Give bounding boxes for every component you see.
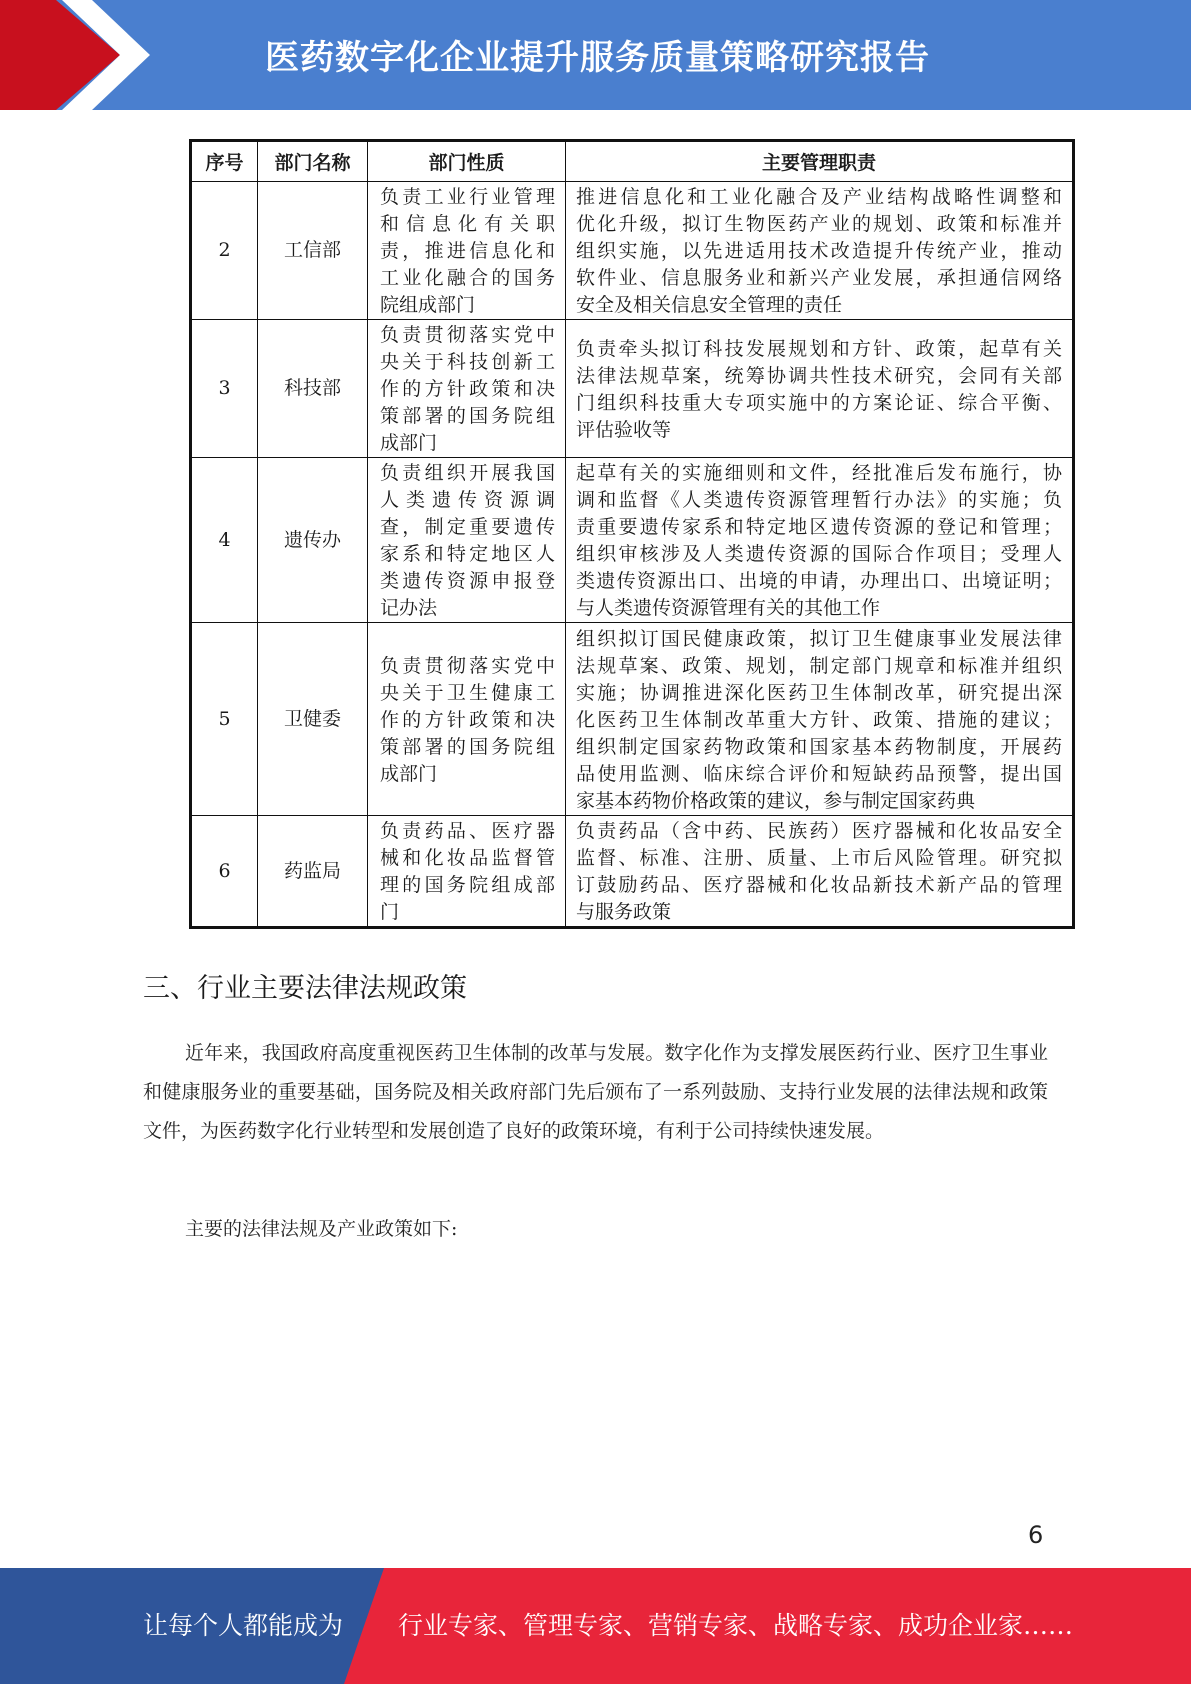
intro-paragraph: 近年来，我国政府高度重视医药卫生体制的改革与发展。数字化作为支撑发展医药行业、医疗卫生事业和健康服务业的重要基础，国务院及相关政府部门先后颁布了一系列鼓励、支持行业发展的法律法规和政策文件，为医药数字化行业转型和发展创造了良好的政策环境，有利于公司持续快速发展。 (143, 1042, 1048, 1142)
nature-line: 负责工业行业管理 (380, 186, 555, 208)
nature-line: 负责组织开展我国 (380, 462, 555, 484)
nature-line: 查，制定重要遗传 (380, 516, 555, 538)
header-banner (0, 0, 1191, 110)
duty-line: 组织审核涉及人类遗传资源的国际合作项目；受理人 (576, 543, 1062, 565)
duty-line: 调和监督《人类遗传资源管理暂行办法》的实施；负 (576, 489, 1062, 511)
footer-banner (0, 1568, 1191, 1684)
duty-line: 组织实施，以先进适用技术改造提升传统产业，推动 (576, 240, 1062, 262)
duty-line: 法规草案、政策、规划，制定部门规章和标准并组织 (576, 654, 1062, 677)
table-row (191, 320, 1074, 458)
nature-line: 院组成部门 (380, 294, 476, 316)
duty-line: 组织拟订国民健康政策，拟订卫生健康事业发展法律 (576, 627, 1062, 650)
duty-line: 订鼓励药品、医疗器械和化妆品新技术新产品的管理 (576, 874, 1062, 896)
department-table (189, 139, 1075, 929)
nature-line: 负责药品、医疗器 (380, 820, 555, 842)
duty-line: 推进信息化和工业化融合及产业结构战略性调整和 (576, 186, 1062, 208)
col-header-duty: 主要管理职责 (566, 141, 1074, 182)
duty-line: 门组织科技重大专项实施中的方案论证、综合平衡、 (576, 391, 1062, 414)
duty-line: 法律法规草案，统筹协调共性技术研究，会同有关部 (576, 364, 1062, 387)
duty-line: 家基本药物价格政策的建议，参与制定国家药典 (576, 789, 976, 812)
nature-line: 作的方针政策和决 (380, 708, 555, 731)
cell-duty (566, 816, 1074, 928)
page-number: 6 (1028, 1521, 1044, 1549)
policy-list-intro: 主要的法律法规及产业政策如下: (185, 1218, 458, 1240)
table-row (191, 458, 1074, 623)
col-header-nature: 部门性质 (368, 141, 566, 182)
nature-line: 理的国务院组成部 (380, 874, 555, 896)
cell-no: 6 (191, 816, 258, 928)
cell-dept: 遗传办 (258, 458, 368, 623)
cell-nature (368, 458, 566, 623)
cell-dept: 卫健委 (258, 623, 368, 816)
duty-line: 起草有关的实施细则和文件，经批准后发布施行，协 (576, 462, 1062, 484)
footer-slogan-left: 让每个人都能成为 (143, 1611, 344, 1640)
nature-line: 人类遗传资源调 (380, 489, 555, 511)
table-row (191, 623, 1074, 816)
cell-no: 5 (191, 623, 258, 816)
duty-line: 负责牵头拟订科技发展规划和方针、政策，起草有关 (576, 337, 1062, 360)
table-row (191, 816, 1074, 928)
duty-line: 类遗传资源出口、出境的申请，办理出口、出境证明； (576, 570, 1062, 592)
nature-line: 类遗传资源申报登 (380, 570, 555, 592)
duty-line: 评估验收等 (576, 418, 672, 441)
nature-line: 作的方针政策和决 (380, 378, 555, 400)
cell-nature (368, 623, 566, 816)
cell-nature (368, 816, 566, 928)
nature-line: 负责贯彻落实党中 (380, 654, 555, 677)
nature-line: 和信息化有关职 (380, 213, 555, 235)
duty-line: 化医药卫生体制改革重大方针、政策、措施的建议； (576, 708, 1062, 731)
nature-line: 记办法 (380, 597, 438, 619)
cell-dept: 工信部 (258, 182, 368, 320)
duty-line: 责重要遗传家系和特定地区遗传资源的登记和管理； (576, 516, 1062, 538)
nature-line: 策部署的国务院组 (380, 735, 555, 758)
cell-no: 4 (191, 458, 258, 623)
department-table-wrapper (189, 139, 1072, 929)
duty-line: 负责药品（含中药、民族药）医疗器械和化妆品安全 (576, 820, 1062, 842)
cell-duty (566, 320, 1074, 458)
cell-dept: 科技部 (258, 320, 368, 458)
nature-line: 工业化融合的国务 (380, 267, 555, 289)
table-header-row (191, 141, 1074, 182)
header-arrow-decoration (0, 0, 160, 110)
nature-line: 成部门 (380, 432, 438, 454)
duty-line: 监督、标准、注册、质量、上市后风险管理。研究拟 (576, 847, 1062, 869)
nature-line: 责，推进信息化和 (380, 240, 555, 262)
nature-line: 成部门 (380, 762, 438, 785)
nature-line: 央关于卫生健康工 (380, 681, 555, 704)
section-heading: 三、行业主要法律法规政策 (143, 973, 467, 1004)
footer-slogan-right: 行业专家、管理专家、营销专家、战略专家、成功企业家…… (398, 1611, 1074, 1640)
cell-no: 2 (191, 182, 258, 320)
duty-line: 与服务政策 (576, 901, 672, 923)
nature-line: 央关于科技创新工 (380, 351, 555, 373)
cell-nature (368, 182, 566, 320)
report-title: 医药数字化企业提升服务质量策略研究报告 (265, 38, 930, 78)
duty-line: 安全及相关信息安全管理的责任 (576, 294, 843, 316)
nature-line: 械和化妆品监督管 (380, 847, 555, 869)
nature-line: 门 (380, 901, 400, 923)
nature-line: 策部署的国务院组 (380, 405, 555, 427)
cell-no: 3 (191, 320, 258, 458)
col-header-dept: 部门名称 (258, 141, 368, 182)
cell-duty (566, 458, 1074, 623)
duty-line: 与人类遗传资源管理有关的其他工作 (576, 597, 881, 619)
duty-line: 组织制定国家药物政策和国家基本药物制度，开展药 (576, 735, 1062, 758)
nature-line: 家系和特定地区人 (380, 543, 555, 565)
col-header-no: 序号 (191, 141, 258, 182)
cell-nature (368, 320, 566, 458)
cell-dept: 药监局 (258, 816, 368, 928)
duty-line: 软件业、信息服务业和新兴产业发展，承担通信网络 (576, 267, 1062, 289)
duty-line: 品使用监测、临床综合评价和短缺药品预警，提出国 (576, 762, 1062, 785)
cell-duty (566, 182, 1074, 320)
duty-line: 实施；协调推进深化医药卫生体制改革，研究提出深 (576, 681, 1062, 704)
table-row (191, 182, 1074, 320)
cell-duty (566, 623, 1074, 816)
nature-line: 负责贯彻落实党中 (380, 324, 555, 346)
duty-line: 优化升级，拟订生物医药产业的规划、政策和标准并 (576, 213, 1062, 235)
